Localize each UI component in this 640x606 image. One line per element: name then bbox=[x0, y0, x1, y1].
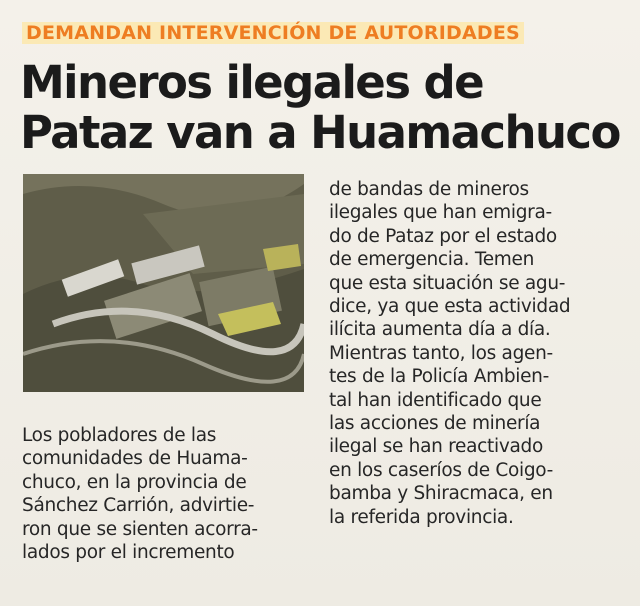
body-line: Sánchez Carrión, advirtie- bbox=[22, 495, 255, 517]
body-line: ilícita aumenta día a día. bbox=[329, 319, 551, 341]
body-line: bamba y Shiracmaca, en bbox=[329, 483, 553, 505]
body-column-right bbox=[329, 178, 619, 529]
body-column-left bbox=[22, 424, 304, 564]
body-line: Mientras tanto, los agen- bbox=[329, 342, 553, 364]
body-line: las acciones de minería bbox=[329, 413, 541, 435]
body-line: ilegales que han emigra- bbox=[329, 202, 552, 224]
body-line: de emergencia. Temen bbox=[329, 249, 534, 271]
body-line: lados por el incremento bbox=[22, 542, 235, 564]
body-line: chuco, en la provincia de bbox=[22, 471, 247, 493]
body-line: dice, ya que esta actividad bbox=[329, 296, 571, 318]
body-line: en los caseríos de Coigo- bbox=[329, 459, 554, 481]
headline bbox=[20, 58, 630, 158]
body-line: do de Pataz por el estado bbox=[329, 225, 557, 247]
body-line: la referida provincia. bbox=[329, 506, 514, 528]
body-line: Los pobladores de las bbox=[22, 425, 217, 446]
body-line: de bandas de mineros bbox=[329, 179, 529, 200]
headline-line: Pataz van a Huamachuco bbox=[20, 106, 620, 159]
body-line: tes de la Policía Ambien- bbox=[329, 366, 549, 388]
aerial-mining-photo bbox=[23, 174, 304, 392]
photo-illustration bbox=[23, 174, 304, 392]
body-line: ilegal se han reactivado bbox=[329, 436, 543, 458]
headline-line: Mineros ilegales de bbox=[20, 56, 483, 109]
kicker: DEMANDAN INTERVENCIÓN DE AUTORIDADES bbox=[22, 22, 524, 44]
body-line: comunidades de Huama- bbox=[22, 448, 248, 470]
body-line: ron que se sienten acorra- bbox=[22, 518, 258, 540]
body-line: que esta situación se agu- bbox=[329, 272, 566, 294]
body-line: tal han identificado que bbox=[329, 389, 542, 411]
